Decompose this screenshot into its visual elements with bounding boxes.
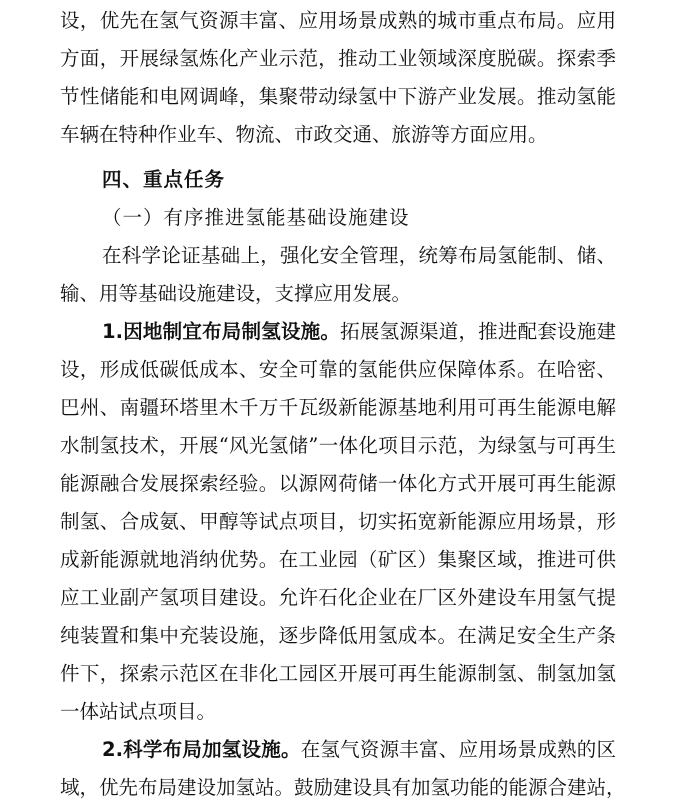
text-line: 成新能源就地消纳优势。在工业园（矿区）集聚区域，推进可供	[60, 548, 616, 571]
text-line: 输、用等基础设施建设，支撑应用发展。	[60, 282, 412, 305]
paragraph-first-line	[102, 735, 616, 765]
text-line: 一体站试点项目。	[60, 700, 217, 723]
text-line: 水制氢技术，开展“风光氢储”一体化项目示范，为绿氢与可再生	[60, 434, 616, 457]
subsection-heading: （一）有序推进氢能基础设施建设	[102, 206, 410, 229]
text-line: 域，优先布局建设加氢站。鼓励建设具有加氢功能的能源合建站，	[60, 776, 626, 799]
text-run: 拓展氢源渠道，推进配套设施建	[340, 320, 616, 343]
item-title: 2.科学布局加氢设施。	[102, 738, 301, 761]
section-heading: 四、重点任务	[102, 168, 226, 191]
text-line: 节性储能和电网调峰，集聚带动绿氢中下游产业发展。推动氢能	[60, 85, 616, 108]
text-line: 应工业副产氢项目建设。允许石化企业在厂区外建设车用氢气提	[60, 586, 616, 609]
text-line: 能源融合发展探索经验。以源网荷储一体化方式开展可再生能源	[60, 472, 616, 495]
text-line: 在科学论证基础上，强化安全管理，统筹布局氢能制、储、	[102, 244, 616, 267]
text-line: 设，形成低碳低成本、安全可靠的氢能供应保障体系。在哈密、	[60, 358, 616, 381]
text-line: 车辆在特种作业车、物流、市政交通、旅游等方面应用。	[60, 123, 548, 146]
text-run: 在氢气资源丰富、应用场景成熟的区	[300, 738, 616, 761]
text-line: 设，优先在氢气资源丰富、应用场景成熟的城市重点布局。应用	[60, 9, 616, 32]
text-line: 纯装置和集中充装设施，逐步降低用氢成本。在满足安全生产条	[60, 624, 616, 647]
paragraph-first-line	[102, 317, 616, 347]
text-line: 制氢、合成氨、甲醇等试点项目，切实拓宽新能源应用场景，形	[60, 510, 616, 533]
text-line: 巴州、南疆环塔里木千万千瓦级新能源基地利用可再生能源电解	[60, 396, 616, 419]
text-line: 方面，开展绿氢炼化产业示范，推动工业领域深度脱碳。探索季	[60, 47, 616, 70]
text-line: 件下，探索示范区在非化工园区开展可再生能源制氢、制氢加氢	[60, 662, 616, 685]
item-title: 1.因地制宜布局制氢设施。	[102, 320, 341, 343]
